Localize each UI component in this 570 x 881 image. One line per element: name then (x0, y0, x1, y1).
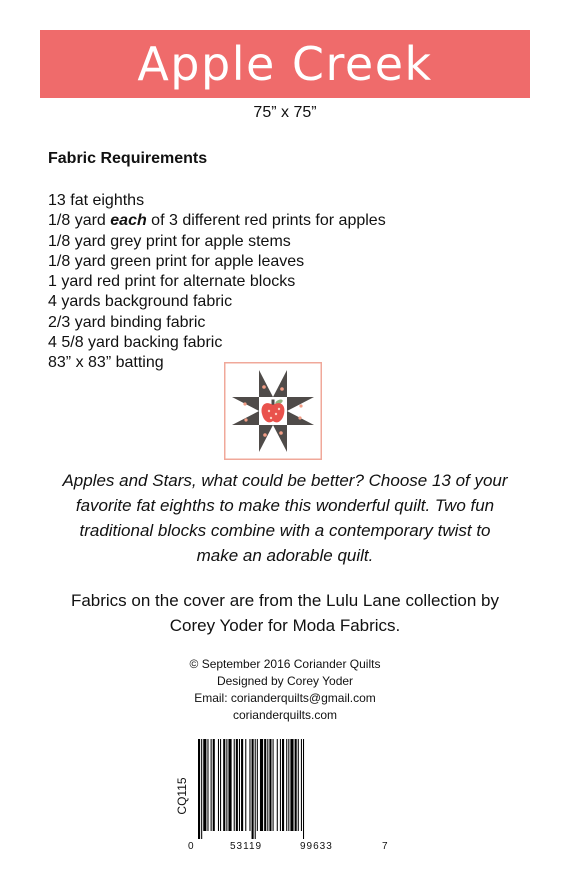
barcode-bar (207, 739, 208, 831)
barcode-bar (228, 739, 231, 831)
copyright-line: © September 2016 Coriander Quilts (189, 657, 381, 671)
barcode-bar (220, 739, 221, 831)
barcode-bar (252, 739, 254, 839)
barcode-digits-group2: 99633 (300, 841, 333, 852)
barcode-bar (269, 739, 271, 831)
quilt-block-illustration (224, 362, 322, 460)
designer-line: Designed by Corey Yoder (216, 674, 354, 688)
apple-shape (262, 403, 285, 422)
barcode-bars (198, 739, 378, 839)
barcode-bar (226, 739, 227, 831)
requirement-item: 1/8 yard green print for apple leaves (48, 252, 305, 270)
fabric-note-line: Fabrics on the cover are from the Lulu Lane collection by (70, 591, 500, 610)
barcode-bar (282, 739, 284, 831)
product-code: CQ115 (175, 777, 189, 815)
barcode-bar (277, 739, 278, 831)
fabric-collection-note (0, 588, 570, 638)
requirement-item: 13 fat eighths (48, 192, 145, 209)
description-line: favorite fat eighths to make this wonderful quilt. Two fun (75, 496, 495, 515)
barcode-bar (236, 739, 238, 831)
barcode-bar (295, 739, 297, 831)
barcode-bar (201, 739, 202, 839)
requirements-list (48, 191, 386, 374)
email-line: Email: corianderquilts@gmail.com (194, 691, 376, 705)
barcode-bar (280, 739, 281, 831)
requirement-item: 4 yards background fabric (48, 293, 233, 311)
barcode-bar (267, 739, 268, 831)
barcode-bar (255, 739, 256, 839)
barcode-bar (264, 739, 266, 831)
emphasis: each (110, 212, 147, 230)
barcode-bar (298, 739, 299, 831)
requirements-heading: Fabric Requirements (48, 150, 208, 167)
description-line: make an adorable quilt. (196, 546, 374, 565)
barcode-digits-group1: 53119 (230, 841, 263, 852)
barcode-bar (245, 739, 246, 831)
quilt-size: 75” x 75” (253, 104, 317, 121)
requirement-item: 1 yard red print for alternate blocks (48, 273, 296, 291)
barcode-area (160, 735, 400, 857)
requirement-item: 4 5/8 yard backing fabric (48, 334, 223, 352)
requirement-item: 83” x 83” batting (48, 354, 164, 372)
pattern-title: Apple Creek (137, 37, 433, 91)
barcode-bar (260, 739, 263, 831)
description-line: Apples and Stars, what could be better? Choose 13 of your (62, 471, 508, 490)
barcode-bar (288, 739, 289, 831)
barcode-bar (290, 739, 293, 831)
barcode-bar (241, 739, 243, 831)
barcode-bar (249, 739, 250, 831)
requirement-item: 1/8 yard each of 3 different red prints for apples (48, 212, 386, 230)
barcode-digit-left: 0 (188, 841, 194, 852)
requirement-item: 2/3 yard binding fabric (48, 313, 206, 331)
credits (0, 656, 570, 724)
barcode-bar (273, 739, 274, 831)
fabric-note-line: Corey Yoder for Moda Fabrics. (169, 616, 401, 635)
barcode-bar (286, 739, 287, 831)
barcode-bar (234, 739, 235, 831)
barcode-bar (223, 739, 225, 831)
requirement-item: 1/8 yard grey print for apple stems (48, 232, 291, 250)
barcode-bar (301, 739, 302, 831)
barcode-bar (218, 739, 219, 831)
barcode-bar (257, 739, 258, 831)
pattern-description (0, 468, 570, 568)
title-banner (40, 30, 530, 98)
barcode-digit-right: 7 (382, 841, 388, 852)
barcode-bar (203, 739, 206, 831)
website-line: corianderquilts.com (232, 708, 338, 722)
barcode-bar (198, 739, 200, 839)
barcode-bar (213, 739, 215, 831)
description-line: traditional blocks combine with a contemporary twist to (79, 521, 491, 540)
barcode-bar (239, 739, 240, 831)
barcode-bar (211, 739, 212, 831)
barcode-bar (303, 739, 304, 839)
